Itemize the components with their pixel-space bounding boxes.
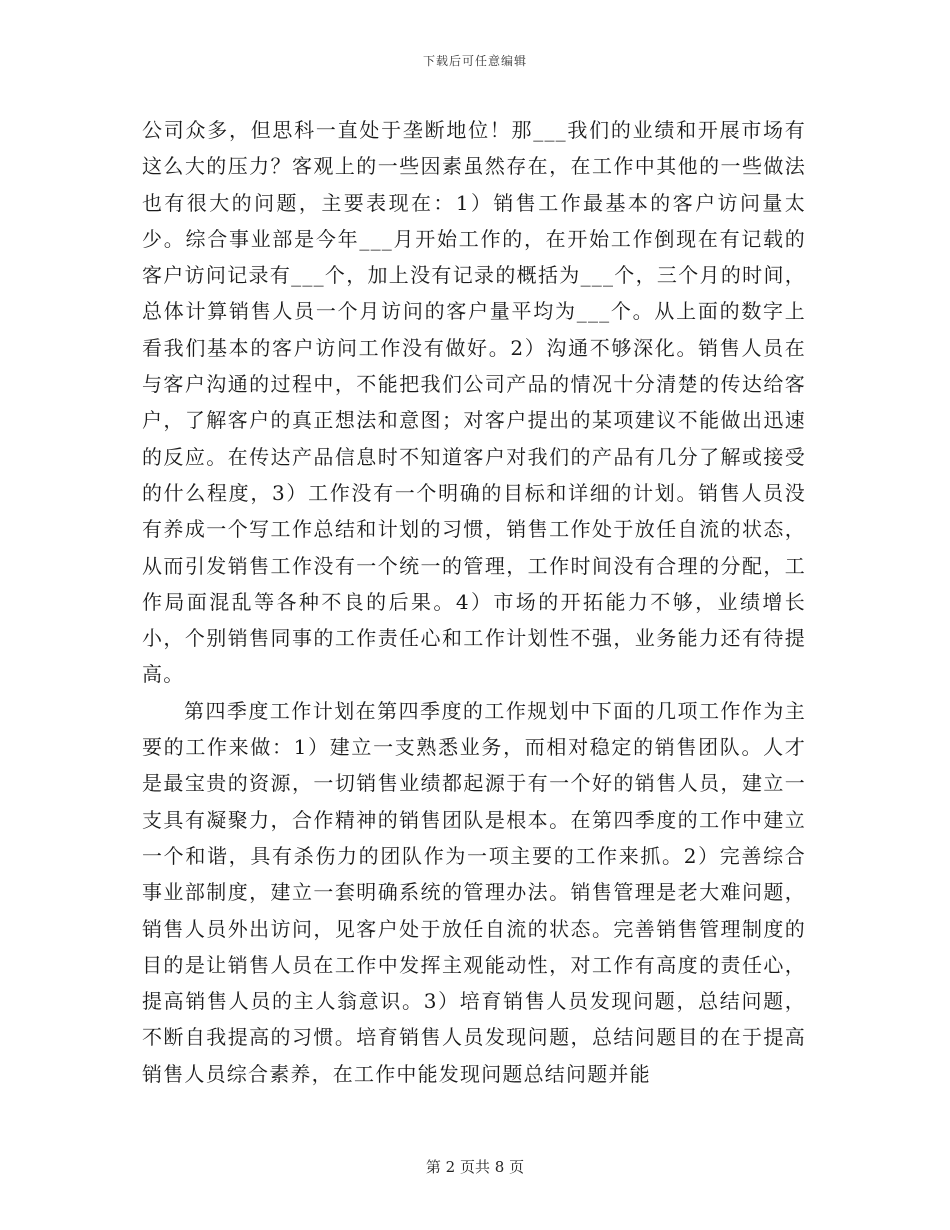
page-number: 第 2 页共 8 页	[425, 1158, 525, 1176]
paragraph-1: 公司众多，但思科一直处于垄断地位！那___我们的业绩和开展市场有这么大的压力？客观上的一些因素虽然存在，在工作中其他的一些做法也有很大的问题，主要表现在：1）销售工作最基本的客户访问量太少。综合事业部是今年___月开始工作的，在开始工作倒现在有记载的客户访问记录有___个，加上没有记录的概括为___个，三个月的时间，总体计算销售人员一个月访问的客户量平均为___个。从上面的数字上看我们基本的客户访问工作没有做好。2）沟通不够深化。销售人员在与客户沟通的过程中，不能把我们公司产品的情况十分清楚的传达给客户，了解客户的真正想法和意图；对客户提出的某项建议不能做出迅速的反应。在传达产品信息时不知道客户对我们的产品有几分了解或接受的什么程度，3）工作没有一个明确的目标和详细的计划。销售人员没有养成一个写工作总结和计划的习惯，销售工作处于放任自流的状态，从而引发销售工作没有一个统一的管理，工作时间没有合理的分配，工作局面混乱等各种不良的后果。4）市场的开拓能力不够，业绩增长小，个别销售同事的工作责任心和工作计划性不强，业务能力还有待提高。	[142, 118, 806, 687]
page-header-note: 下载后可任意编辑	[422, 54, 527, 68]
paragraph-2: 第四季度工作计划在第四季度的工作规划中下面的几项工作作为主要的工作来做：1）建立一支熟悉业务，而相对稳定的销售团队。人才是最宝贵的资源，一切销售业绩都起源于有一个好的销售人员，建立一支具有凝聚力，合作精神的销售团队是根本。在第四季度的工作中建立一个和谐，具有杀伤力的团队作为一项主要的工作来抓。2）完善综合事业部制度，建立一套明确系统的管理办法。销售管理是老大难问题，销售人员外出访问，见客户处于放任自流的状态。完善销售管理制度的目的是让销售人员在工作中发挥主观能动性，对工作有高度的责任心，提高销售人员的主人翁意识。3）培育销售人员发现问题，总结问题，不断自我提高的习惯。培育销售人员发现问题，总结问题目的在于提高销售人员综合素养，在工作中能发现问题总结问题并能	[142, 698, 806, 1086]
document-body	[142, 112, 806, 1092]
